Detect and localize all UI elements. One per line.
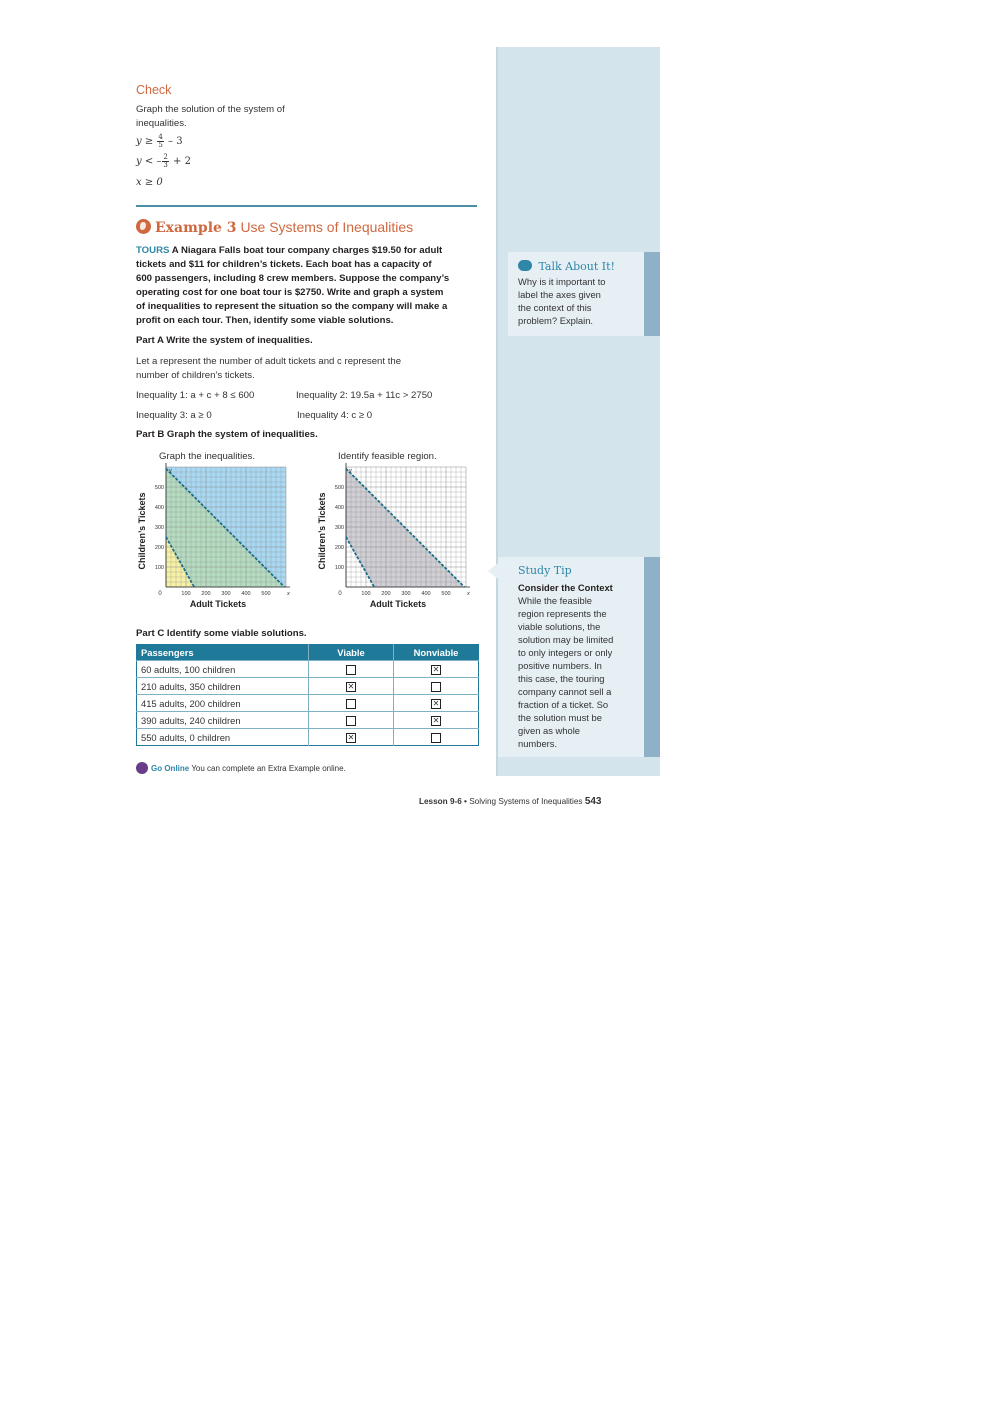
y-tick-label: 400 bbox=[154, 505, 164, 511]
talk-line: Why is it important to bbox=[518, 276, 606, 287]
example-title bbox=[136, 219, 413, 236]
graph2-title: Identify feasible region. bbox=[338, 451, 437, 462]
part-b-heading: Part B Graph the system of inequalities. bbox=[136, 429, 318, 440]
nonviable-cell bbox=[394, 661, 479, 678]
tip-line: company cannot sell a bbox=[518, 686, 612, 697]
x-axis-title: Adult Tickets bbox=[369, 599, 427, 609]
go-online-label[interactable]: Go Online bbox=[151, 764, 190, 773]
example-label: Example 3 bbox=[155, 220, 237, 236]
viable-cell bbox=[309, 678, 394, 695]
page-footer bbox=[419, 796, 602, 807]
part-a-line: number of children’s tickets. bbox=[136, 369, 255, 381]
origin-label: 0 bbox=[338, 591, 342, 597]
tip-line: to only integers or only bbox=[518, 647, 613, 658]
y-tick-label: 500 bbox=[334, 485, 344, 491]
tip-line: While the feasible bbox=[518, 595, 592, 606]
tip-line: region represents the bbox=[518, 608, 607, 619]
y-tick-label: 100 bbox=[154, 565, 164, 571]
example-heading: Use Systems of Inequalities bbox=[240, 219, 414, 235]
talk-line: the context of this bbox=[518, 302, 592, 313]
fraction: $\frac{4}{5}$ bbox=[158, 133, 163, 149]
chat-bubble-icon bbox=[518, 260, 532, 271]
y-axis-letter: y bbox=[169, 468, 172, 474]
viable-checkbox[interactable]: ✕ bbox=[347, 732, 355, 742]
tip-line: fraction of a ticket. So bbox=[518, 699, 609, 710]
col-header-passengers: Passengers bbox=[137, 645, 309, 661]
check-inequality-3: x ≥ 0 bbox=[136, 177, 163, 188]
x-tick-label: 200 bbox=[381, 591, 391, 597]
graph-feasible-region bbox=[312, 462, 477, 614]
y-axis-title: Children’s Tickets bbox=[137, 492, 147, 570]
problem-line: TOURS A Niagara Falls boat tour company charges $19.50 for adult bbox=[136, 245, 443, 256]
y-tick-label: 100 bbox=[334, 565, 344, 571]
x-axis-letter: x bbox=[467, 591, 470, 597]
col-header-nonviable: Nonviable bbox=[394, 645, 479, 661]
viable-cell bbox=[309, 729, 394, 746]
table-row bbox=[137, 729, 479, 746]
tip-line: solution may be limited bbox=[518, 634, 614, 645]
globe-icon bbox=[136, 219, 151, 234]
x-tick-label: 100 bbox=[361, 591, 371, 597]
x-tick-label: 300 bbox=[221, 591, 231, 597]
table-row bbox=[137, 695, 479, 712]
talk-box-accent bbox=[644, 252, 660, 336]
study-tip-title: Study Tip bbox=[518, 564, 572, 577]
passengers-cell: 210 adults, 350 children bbox=[137, 678, 309, 695]
nonviable-checkbox[interactable]: ✕ bbox=[432, 664, 440, 674]
inequality-2: Inequality 2: 19.5a + 11c > 2750 bbox=[296, 390, 433, 401]
nonviable-checkbox[interactable]: ✕ bbox=[432, 698, 440, 708]
problem-line: profit on each tour. Then, identify some viable solutions. bbox=[136, 315, 394, 326]
y-tick-label: 400 bbox=[334, 505, 344, 511]
check-title: Check bbox=[136, 83, 172, 97]
y-axis-title: Children’s Tickets bbox=[317, 492, 327, 570]
y-tick-label: 300 bbox=[154, 525, 164, 531]
tip-line: the solution must be bbox=[518, 712, 602, 723]
x-tick-label: 500 bbox=[261, 591, 271, 597]
study-tip-pointer bbox=[488, 563, 498, 579]
tip-line: given as whole bbox=[518, 725, 581, 736]
table-row bbox=[137, 661, 479, 678]
problem-line: operating cost for one boat tour is $2750. Write and graph a system bbox=[136, 287, 444, 298]
page-number: 543 bbox=[584, 796, 602, 807]
nonviable-checkbox[interactable] bbox=[431, 682, 441, 692]
table-row bbox=[137, 712, 479, 729]
inequality-1: Inequality 1: a + c + 8 ≤ 600 bbox=[136, 390, 255, 401]
go-online-icon bbox=[136, 762, 148, 774]
viable-checkbox[interactable] bbox=[346, 716, 356, 726]
viable-checkbox[interactable]: ✕ bbox=[347, 681, 355, 691]
passengers-cell: 60 adults, 100 children bbox=[137, 661, 309, 678]
y-tick-label: 200 bbox=[334, 545, 344, 551]
viable-cell bbox=[309, 712, 394, 729]
tours-tag: TOURS bbox=[136, 245, 170, 256]
y-tick-label: 200 bbox=[154, 545, 164, 551]
x-axis-letter: x bbox=[287, 591, 290, 597]
fraction: $\frac{2}{3}$ bbox=[163, 153, 168, 169]
table-row bbox=[137, 678, 479, 695]
y-tick-label: 300 bbox=[334, 525, 344, 531]
talk-about-it-text bbox=[518, 275, 640, 327]
talk-about-it-title: Talk About It! bbox=[538, 260, 615, 273]
talk-line: problem? Explain. bbox=[518, 315, 594, 326]
footer-title: Solving Systems of Inequalities bbox=[469, 797, 583, 806]
passengers-cell: 415 adults, 200 children bbox=[137, 695, 309, 712]
viability-table bbox=[136, 644, 479, 746]
x-tick-label: 100 bbox=[181, 591, 191, 597]
x-axis-title: Adult Tickets bbox=[189, 599, 247, 609]
go-online-note[interactable] bbox=[136, 762, 346, 774]
study-tip-heading: Consider the Context bbox=[518, 582, 613, 593]
part-a-line: Let a represent the number of adult tickets and c represent the bbox=[136, 356, 402, 367]
problem-line: 600 passengers, including 8 crew members. Suppose the company’s bbox=[136, 273, 450, 284]
viable-checkbox[interactable] bbox=[346, 665, 356, 675]
check-prompt bbox=[136, 103, 285, 131]
problem-line: tickets and $11 for children’s tickets. Each boat has a capacity of bbox=[136, 259, 432, 270]
x-tick-label: 400 bbox=[241, 591, 251, 597]
part-a-text bbox=[136, 355, 401, 383]
nonviable-cell bbox=[394, 712, 479, 729]
nonviable-cell bbox=[394, 678, 479, 695]
check-inequality-1: y ≥ $\frac{4}{5}$ – 3 bbox=[136, 133, 183, 149]
viable-cell bbox=[309, 695, 394, 712]
y-axis-letter: y bbox=[349, 468, 352, 474]
inequality-3: Inequality 3: a ≥ 0 bbox=[136, 410, 212, 421]
passengers-cell: 390 adults, 240 children bbox=[137, 712, 309, 729]
y-tick-label: 500 bbox=[154, 485, 164, 491]
x-tick-label: 500 bbox=[441, 591, 451, 597]
nonviable-cell bbox=[394, 729, 479, 746]
tip-line: viable solutions, the bbox=[518, 621, 601, 632]
check-prompt-line: Graph the solution of the system of bbox=[136, 104, 285, 115]
nonviable-cell bbox=[394, 695, 479, 712]
tip-line: this case, the touring bbox=[518, 673, 605, 684]
graph1-title: Graph the inequalities. bbox=[159, 451, 255, 462]
problem-statement bbox=[136, 244, 486, 328]
tip-line: numbers. bbox=[518, 738, 558, 749]
x-tick-label: 200 bbox=[201, 591, 211, 597]
problem-line: of inequalities to represent the situation so the company will make a bbox=[136, 301, 448, 312]
part-c-heading: Part C Identify some viable solutions. bbox=[136, 628, 307, 639]
table-header-row bbox=[137, 645, 479, 661]
col-header-viable: Viable bbox=[309, 645, 394, 661]
nonviable-checkbox[interactable] bbox=[431, 733, 441, 743]
passengers-cell: 550 adults, 0 children bbox=[137, 729, 309, 746]
tip-line: positive numbers. In bbox=[518, 660, 602, 671]
inequality-4: Inequality 4: c ≥ 0 bbox=[297, 410, 373, 421]
study-tip-accent bbox=[644, 557, 660, 757]
graph-inequalities bbox=[132, 462, 297, 614]
origin-label: 0 bbox=[158, 591, 162, 597]
check-prompt-line: inequalities. bbox=[136, 117, 187, 129]
section-divider bbox=[136, 205, 477, 207]
part-a-heading: Part A Write the system of inequalities. bbox=[136, 335, 313, 346]
nonviable-checkbox[interactable]: ✕ bbox=[432, 715, 440, 725]
footer-lesson: Lesson 9-6 bbox=[419, 797, 462, 806]
talk-line: label the axes given bbox=[518, 289, 601, 300]
check-inequality-2: y < – $\frac{2}{3}$ + 2 bbox=[136, 153, 191, 169]
x-tick-label: 300 bbox=[401, 591, 411, 597]
viable-checkbox[interactable] bbox=[346, 699, 356, 709]
footer-separator: • bbox=[461, 797, 470, 806]
go-online-text: You can complete an Extra Example online. bbox=[191, 764, 346, 773]
viable-cell bbox=[309, 661, 394, 678]
talk-about-it-heading bbox=[518, 257, 615, 275]
x-tick-label: 400 bbox=[421, 591, 431, 597]
study-tip-text bbox=[518, 594, 642, 750]
